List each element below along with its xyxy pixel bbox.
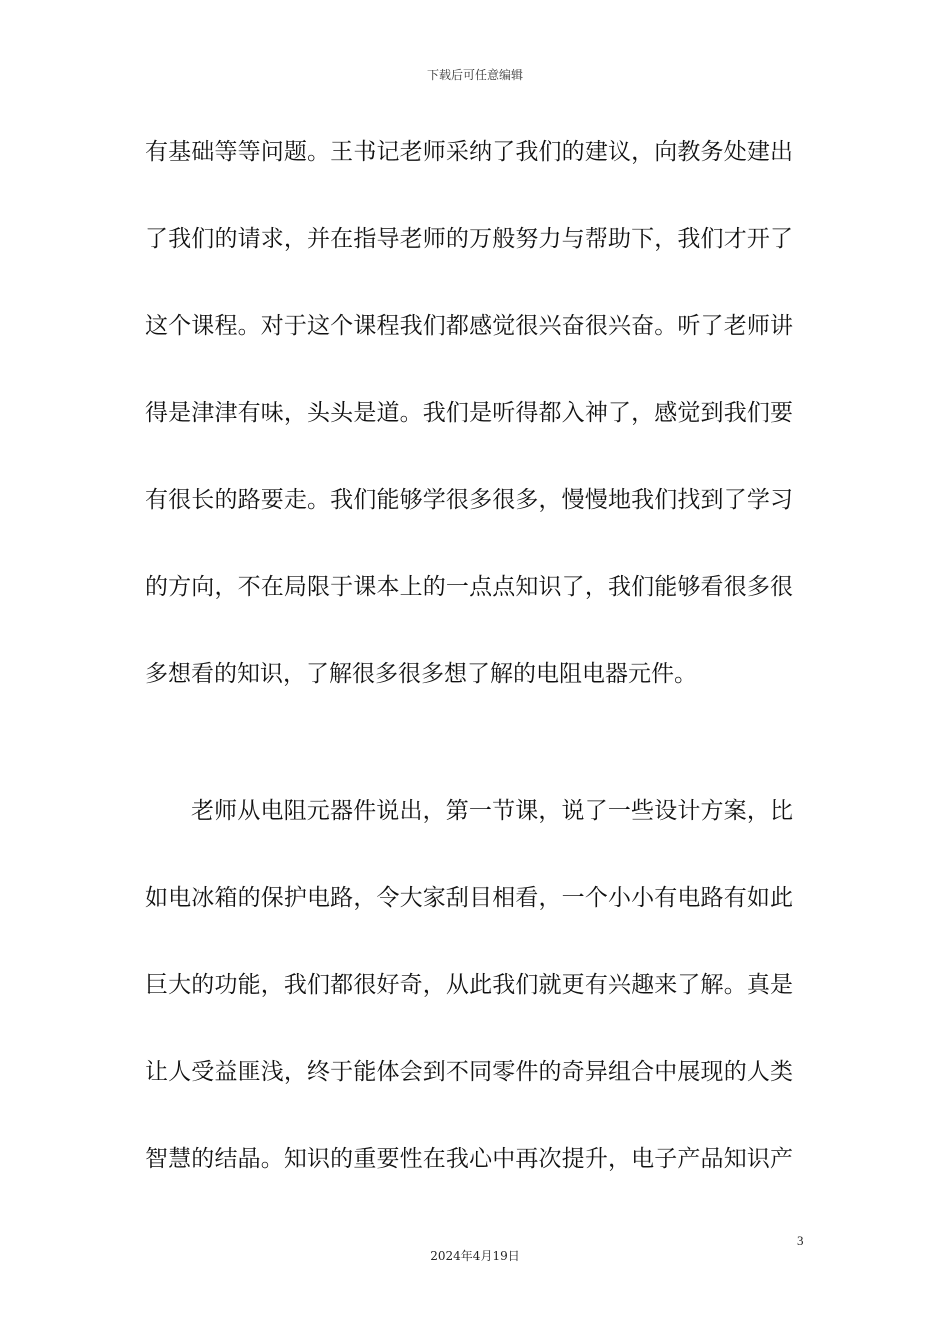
paragraph-2-line-1: 老师从电阻元器件说出，第一节课，说了一些设计方案，比 <box>191 798 793 824</box>
paragraph-1-line-1: 有基础等等问题。王书记老师采纳了我们的建议，向教务处建出 <box>145 139 793 165</box>
paragraph-2-line-2: 如电冰箱的保护电路，令大家刮目相看，一个小小有电路有如此 <box>145 885 793 911</box>
paragraph-1-line-3: 这个课程。对于这个课程我们都感觉很兴奋很兴奋。听了老师讲 <box>145 313 793 339</box>
paragraph-2-line-5: 智慧的结晶。知识的重要性在我心中再次提升，电子产品知识产 <box>145 1146 793 1172</box>
page-number: 3 <box>797 1233 804 1248</box>
page-header: 下载后可任意编辑 <box>426 68 523 82</box>
paragraph-1-line-5: 有很长的路要走。我们能够学很多很多，慢慢地我们找到了学习 <box>145 487 793 513</box>
paragraph-1-line-4: 得是津津有味，头头是道。我们是听得都入神了，感觉到我们要 <box>145 400 793 426</box>
page-footer-date: 2024年4月19日 <box>430 1249 520 1263</box>
paragraph-2-line-3: 巨大的功能，我们都很好奇，从此我们就更有兴趣来了解。真是 <box>145 972 793 998</box>
paragraph-1-line-2: 了我们的请求，并在指导老师的万般努力与帮助下，我们才开了 <box>145 226 793 252</box>
paragraph-1-line-6: 的方向，不在局限于课本上的一点点知识了，我们能够看很多很 <box>145 574 793 600</box>
paragraph-1-line-7: 多想看的知识，了解很多很多想了解的电阻电器元件。 <box>145 661 697 687</box>
paragraph-2-line-4: 让人受益匪浅，终于能体会到不同零件的奇异组合中展现的人类 <box>145 1059 793 1085</box>
